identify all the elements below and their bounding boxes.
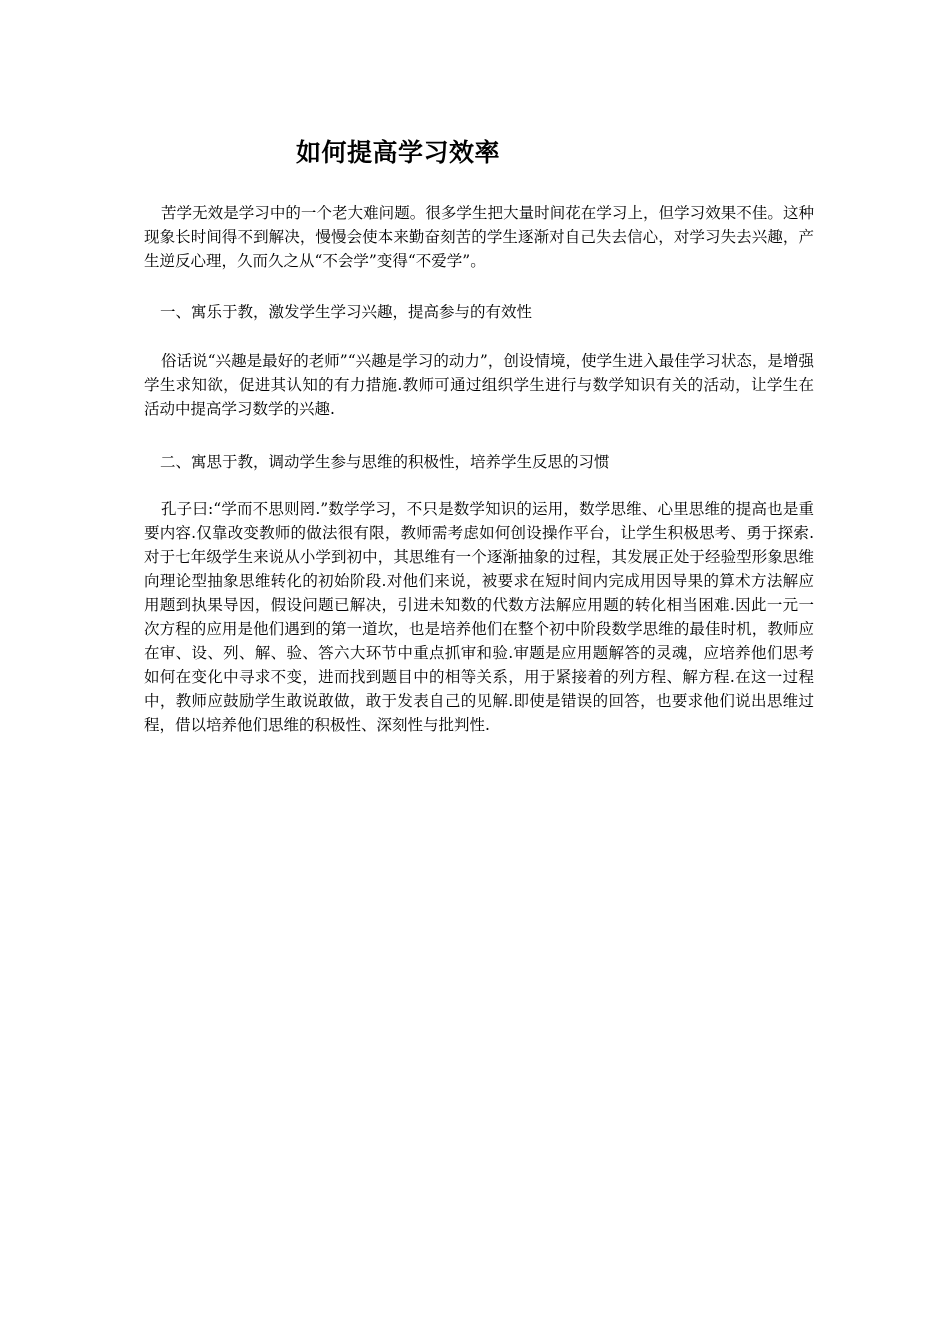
section-2-heading: 二、寓思于教，调动学生参与思维的积极性，培养学生反思的习惯 bbox=[160, 453, 610, 471]
section-2-paragraph: 孔子曰:“学而不思则罔.”数学学习，不只是数学知识的运用，数学思维、心里思维的提高也是重要内容.仅靠改变教师的做法很有限，教师需考虑如何创设操作平台，让学生积极思考、勇于探索.对于七年级学生来说从小学到初中，其思维有一个逐渐抽象的过程，其发展正处于经验型形象思维向理论型抽象思维转化的初始阶段.对他们来说，被要求在短时间内完成用因导果的算术方法解应用题到执果导因，假设问题已解决，引进未知数的代数方法解应用题的转化相当困难.因此一元一次方程的应用是他们遇到的第一道坎，也是培养他们在整个初中阶段数学思维的最佳时机，教师应在审、设、列、解、验、答六大环节中重点抓审和验.审题是应用题解答的灵魂，应培养他们思考如何在变化中寻求不变，进而找到题目中的相等关系，用于紧接着的列方程、解方程.在这一过程中，教师应鼓励学生敢说敢做，敢于发表自己的见解.即使是错误的回答，也要求他们说出思维过程，借以培养他们思维的积极性、深刻性与批判性. bbox=[144, 500, 814, 734]
intro-paragraph: 苦学无效是学习中的一个老大难问题。很多学生把大量时间花在学习上，但学习效果不佳。这种现象长时间得不到解决，慢慢会使本来勤奋刻苦的学生逐渐对自己失去信心，对学习失去兴趣，产生逆反心理，久而久之从“不会学”变得“不爱学”。 bbox=[144, 204, 814, 270]
section-1-heading: 一、寓乐于教，激发学生学习兴趣，提高参与的有效性 bbox=[160, 303, 533, 321]
document-title: 如何提高学习效率 bbox=[296, 138, 501, 167]
section-1-paragraph: 俗话说“兴趣是最好的老师”“兴趣是学习的动力”，创设情境，使学生进入最佳学习状态，是增强学生求知欲，促进其认知的有力措施.教师可通过组织学生进行与数学知识有关的活动，让学生在活动中提高学习数学的兴趣. bbox=[144, 352, 814, 418]
